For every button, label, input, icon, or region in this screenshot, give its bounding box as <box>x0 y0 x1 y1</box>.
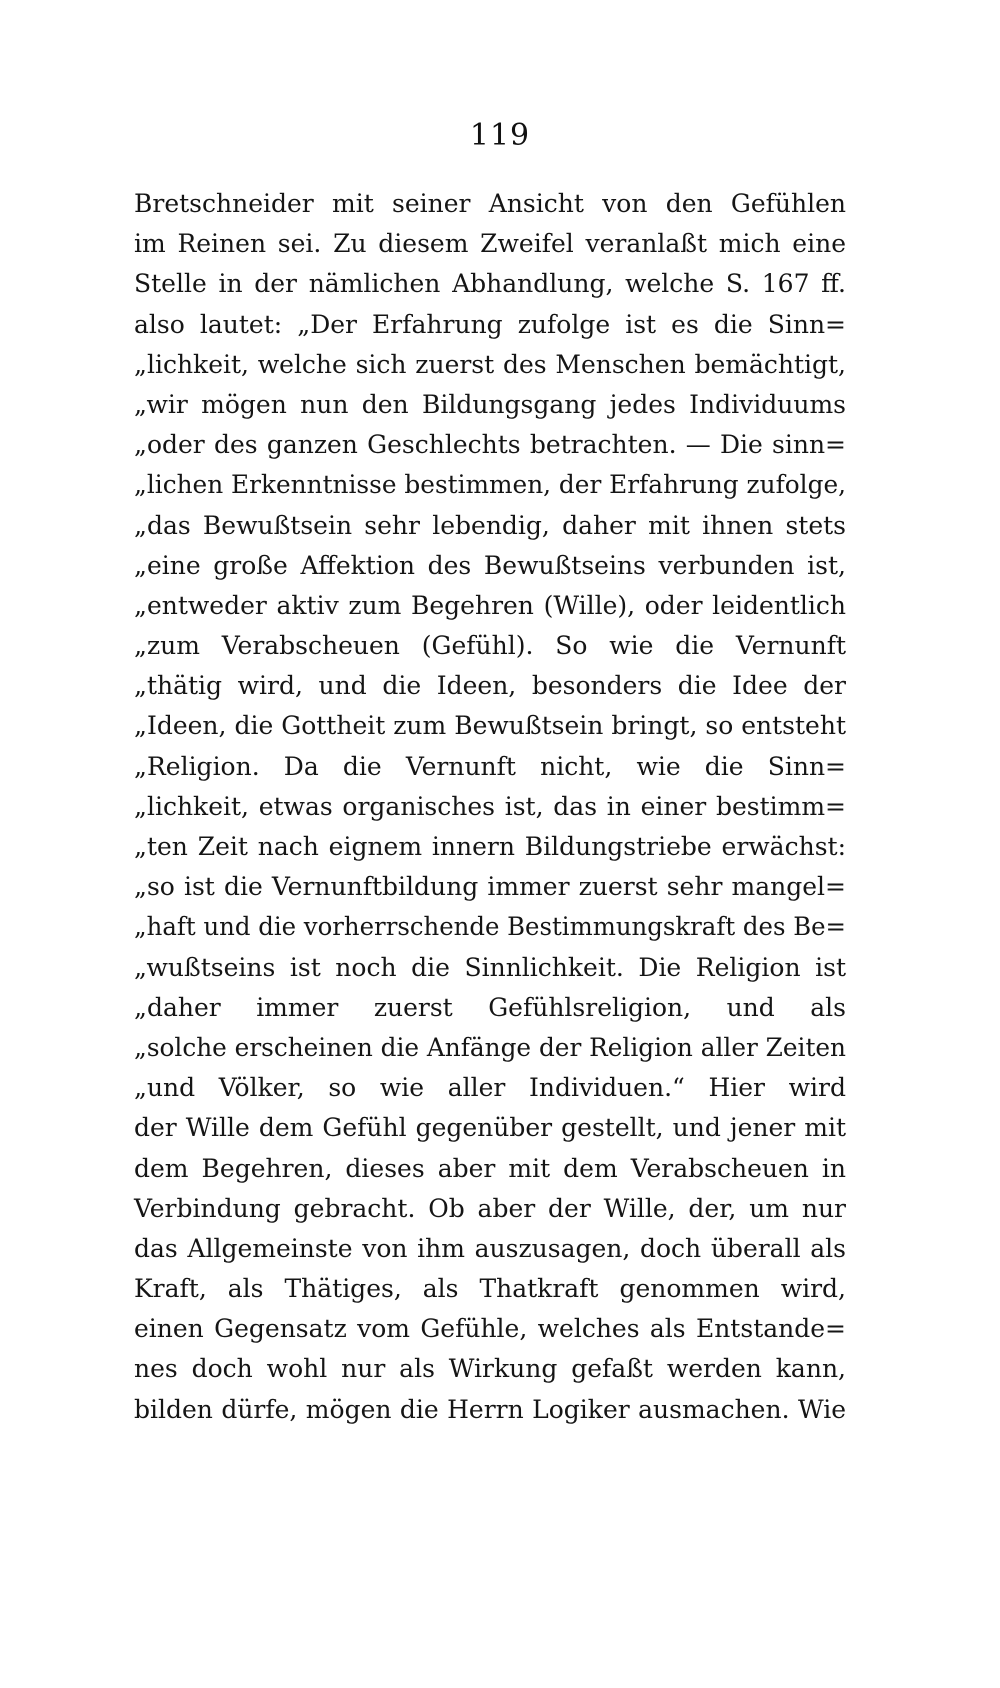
text-line: „lichkeit, etwas organisches ist, das in einer bestimm= <box>134 791 846 821</box>
text-line: bilden dürfe, mögen die Herrn Logiker ausmachen. Wie <box>134 1394 846 1424</box>
text-line: Verbindung gebracht. Ob aber der Wille, der, um nur <box>134 1193 846 1223</box>
text-line: „entweder aktiv zum Begehren (Wille), oder leidentlich <box>134 590 846 620</box>
text-line: „oder des ganzen Geschlechts betrachten. — Die sinn= <box>134 430 846 460</box>
text-line: Stelle in der nämlichen Abhandlung, welche S. 167 ff. <box>134 269 846 299</box>
text-line: also lautet: „Der Erfahrung zufolge ist es die Sinn= <box>134 309 846 339</box>
text-line: „eine große Affektion des Bewußtseins verbunden ist, <box>134 550 846 580</box>
text-line: „daher immer zuerst Gefühlsreligion, und als <box>134 992 846 1022</box>
text-line: „Religion. Da die Vernunft nicht, wie die Sinn= <box>134 751 846 781</box>
text-line: „haft und die vorherrschende Bestimmungskraft des Be= <box>134 912 846 942</box>
text-line: Bretschneider mit seiner Ansicht von den Gefühlen <box>134 189 846 218</box>
text-line: Kraft, als Thätiges, als Thatkraft genommen wird, <box>134 1274 846 1304</box>
text-line: „lichen Erkenntnisse bestimmen, der Erfahrung zufolge, <box>134 470 846 500</box>
text-line: „ten Zeit nach eignem innern Bildungstriebe erwächst: <box>134 832 846 861</box>
text-line: der Wille dem Gefühl gegenüber gestellt, und jener mit <box>134 1113 846 1143</box>
text-line: „so ist die Vernunftbildung immer zuerst sehr mangel= <box>134 872 846 902</box>
body-text <box>134 184 846 1430</box>
text-line: „wir mögen nun den Bildungsgang jedes Individuums <box>134 389 846 419</box>
text-line: „und Völker, so wie aller Individuen.“ Hier wird <box>134 1073 846 1103</box>
text-line: einen Gegensatz vom Gefühle, welches als Entstande= <box>134 1314 846 1344</box>
text-line: „zum Verabscheuen (Gefühl). So wie die Vernunft <box>134 631 846 661</box>
text-line: „wußtseins ist noch die Sinnlichkeit. Die Religion ist <box>134 952 846 982</box>
text-line: „Ideen, die Gottheit zum Bewußtsein bringt, so entsteht <box>134 711 846 741</box>
text-line: im Reinen sei. Zu diesem Zweifel veranlaßt mich eine <box>134 229 846 259</box>
text-line: dem Begehren, dieses aber mit dem Verabscheuen in <box>134 1153 846 1183</box>
text-line: „thätig wird, und die Ideen, besonders die Idee der <box>134 671 846 701</box>
text-line: „das Bewußtsein sehr lebendig, daher mit ihnen stets <box>134 510 846 540</box>
page-number: 119 <box>469 118 531 153</box>
text-line: nes doch wohl nur als Wirkung gefaßt werden kann, <box>134 1354 846 1384</box>
text-line: das Allgemeinste von ihm auszusagen, doch überall als <box>134 1233 846 1263</box>
text-line: „lichkeit, welche sich zuerst des Menschen bemächtigt, <box>134 349 846 379</box>
text-line: „solche erscheinen die Anfänge der Religion aller Zeiten <box>134 1032 846 1062</box>
